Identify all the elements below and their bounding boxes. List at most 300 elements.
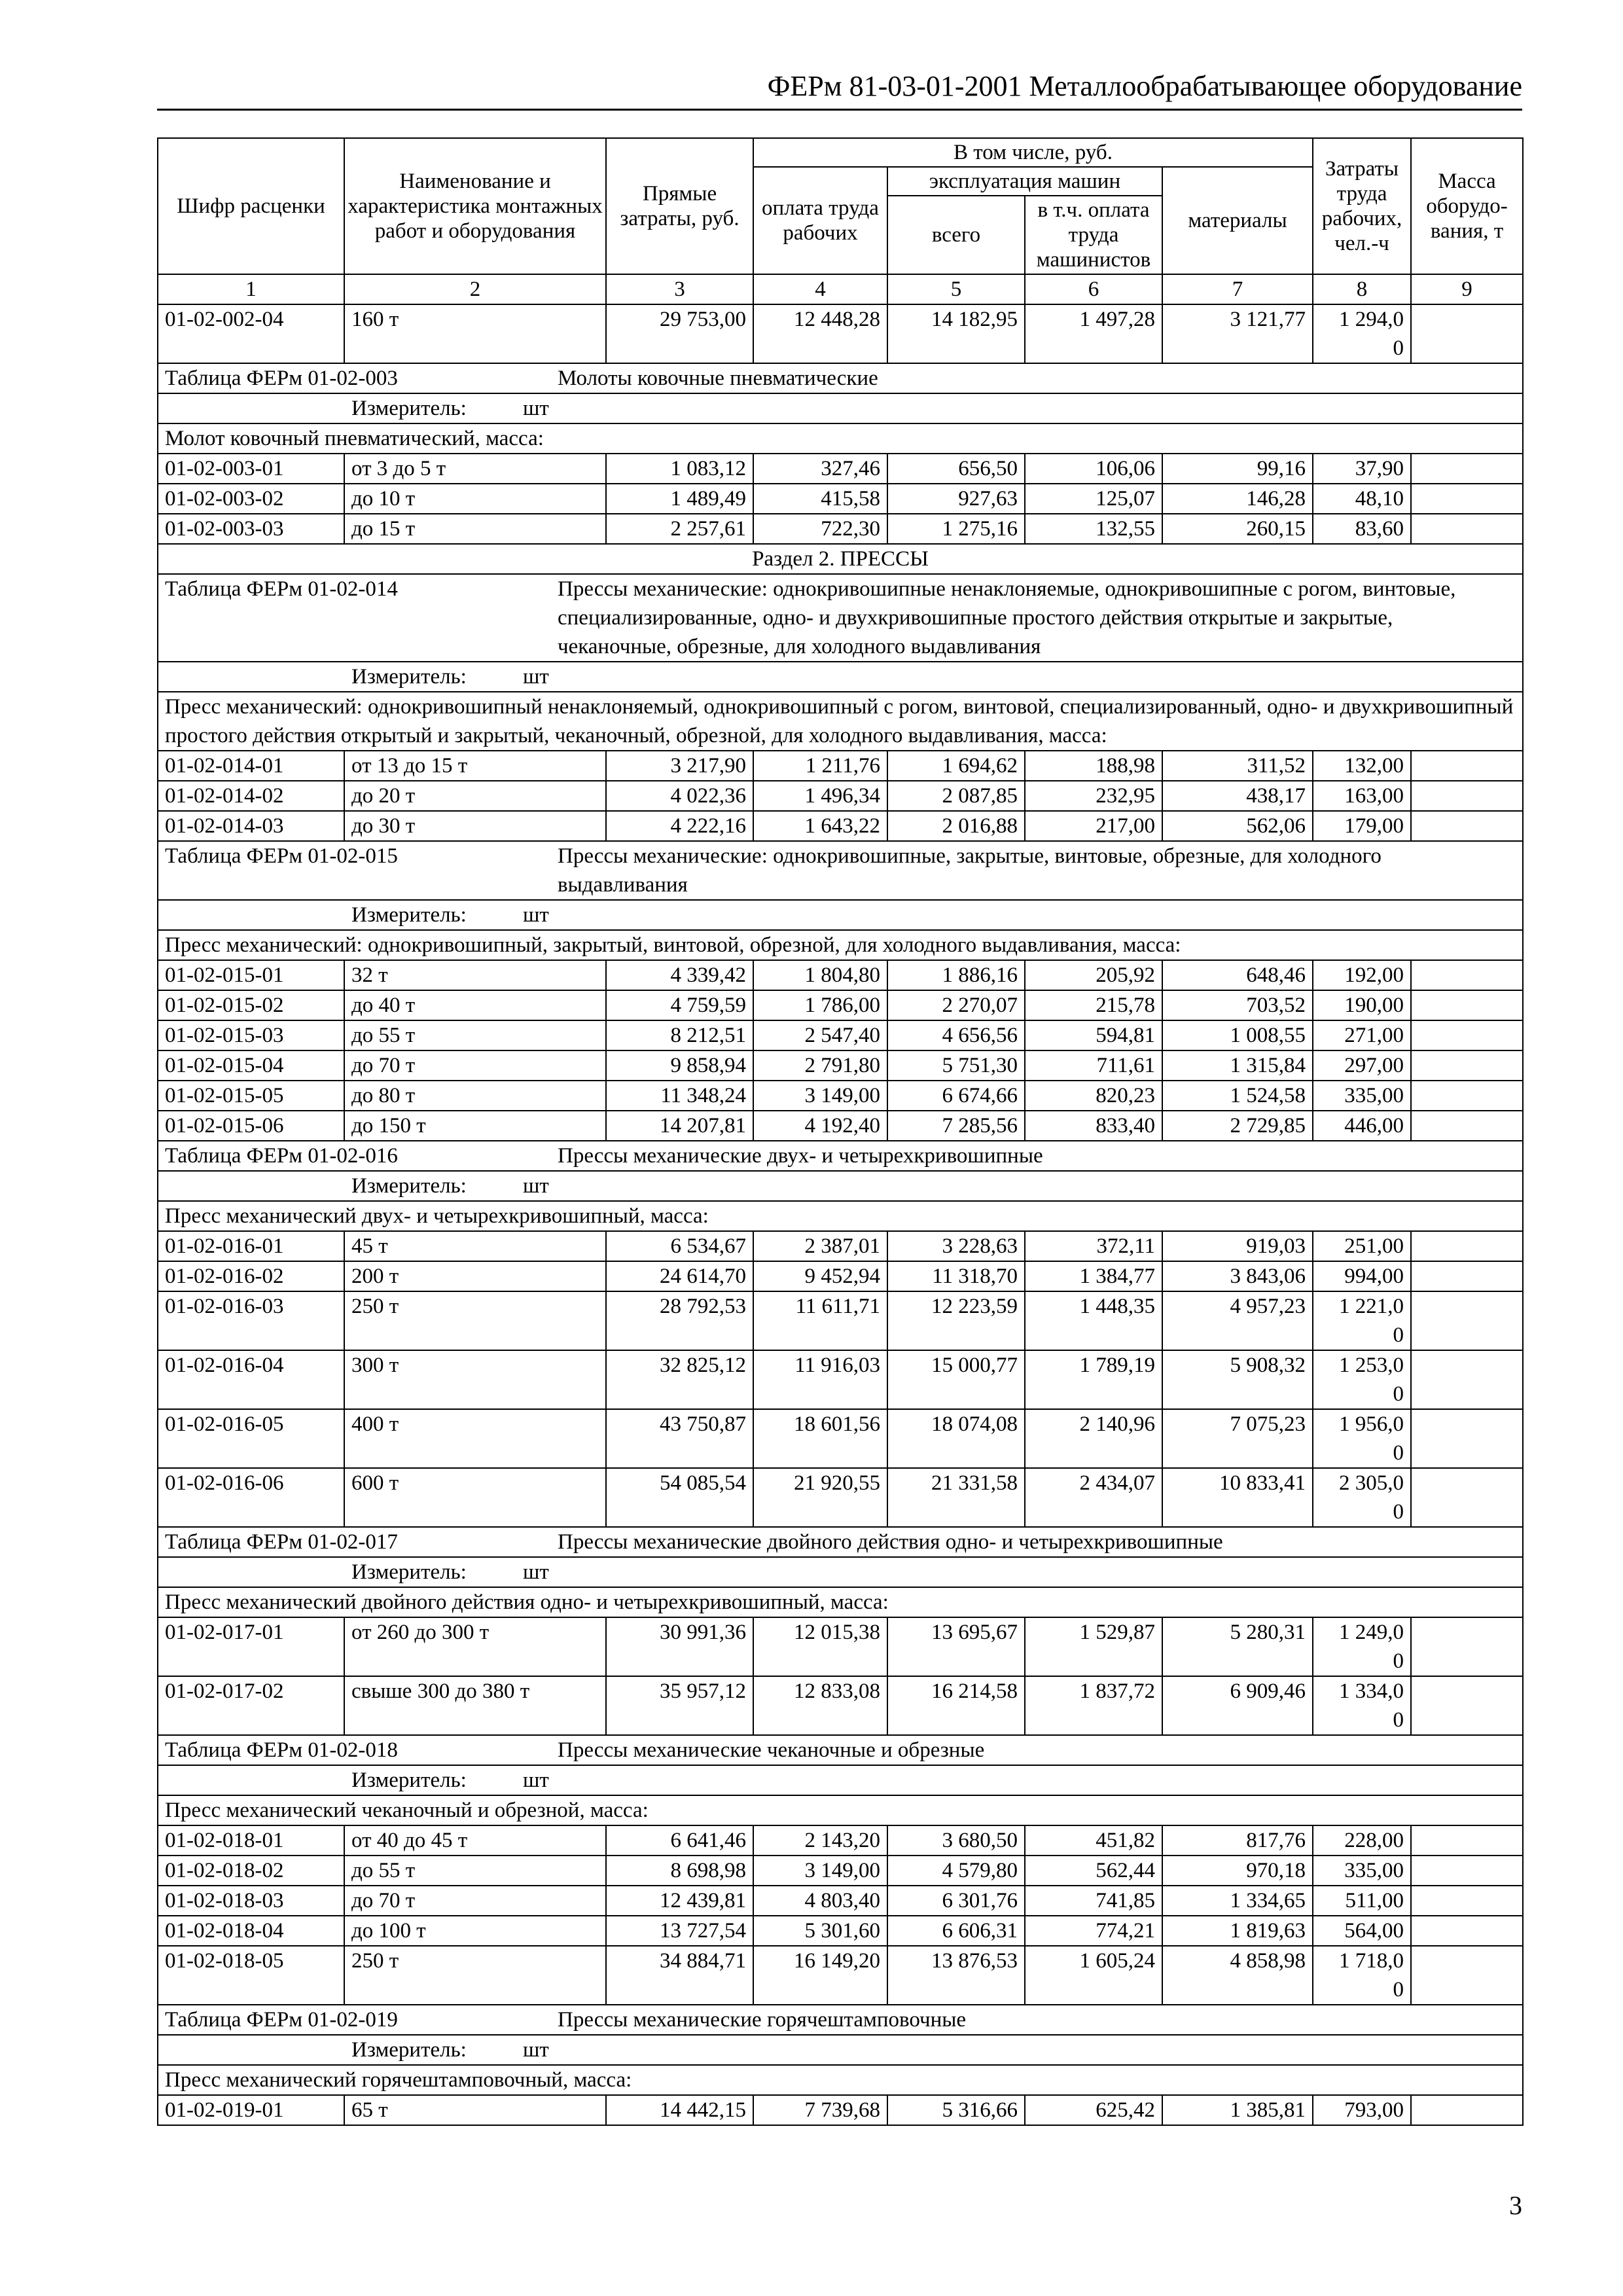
cell-mass [1411,514,1523,544]
cell-op-pay: 125,07 [1025,484,1162,514]
col-number: 7 [1162,274,1313,304]
meter-cell [158,1557,1523,1587]
cell-code: 01-02-016-06 [158,1468,344,1527]
cell-materials: 1 315,84 [1162,1050,1313,1081]
cell-materials: 1 819,63 [1162,1916,1313,1946]
meter-cell [158,900,1523,930]
cell-hours [1313,960,1411,990]
cell-labor: 327,46 [753,454,887,484]
cell-hours-main: 271,00 [1344,1024,1404,1047]
cell-hours-wrap: 0 [1393,1323,1404,1347]
cell-labor: 21 920,55 [753,1468,887,1527]
cell-op-pay: 217,00 [1025,811,1162,841]
header-title: ФЕРм 81-03-01-2001 Металлообрабатывающее оборудование [767,70,1522,102]
table-row [158,1231,1523,1261]
cell-name: 600 т [344,1468,606,1527]
cell-hours [1313,1946,1411,2005]
col-op-pay-header: в т.ч. оплата труда машинистов [1025,196,1162,274]
cell-total: 5 316,66 [887,2095,1025,2125]
cell-direct: 8 212,51 [606,1020,753,1050]
table-row [158,1261,1523,1291]
meter-cell [158,1171,1523,1201]
cell-hours [1313,1050,1411,1081]
cell-total: 927,63 [887,484,1025,514]
cell-code: 01-02-017-02 [158,1676,344,1735]
cell-hours [1313,1350,1411,1409]
cell-labor: 1 211,76 [753,751,887,781]
table-title-cell [158,1735,1523,1765]
cell-direct: 4 222,16 [606,811,753,841]
cell-name: до 55 т [344,1020,606,1050]
cell-hours [1313,1409,1411,1468]
cell-labor: 2 791,80 [753,1050,887,1081]
table-row [158,1468,1523,1527]
meter-unit: шт [523,397,549,420]
cell-labor: 7 739,68 [753,2095,887,2125]
cell-hours-wrap: 0 [1393,1649,1404,1673]
group-text: Пресс механический двух- и четырехкривошипный, масса: [158,1201,1523,1231]
cell-hours [1313,1111,1411,1141]
cell-hours-main: 48,10 [1355,487,1404,511]
group-row [158,1795,1523,1825]
cell-hours-main: 2 305,0 [1339,1471,1404,1495]
page-header [157,65,1522,111]
meter-cell [158,2035,1523,2065]
cell-code: 01-02-002-04 [158,304,344,363]
cell-direct: 3 217,90 [606,751,753,781]
cell-materials: 919,03 [1162,1231,1313,1261]
cell-labor: 9 452,94 [753,1261,887,1291]
cell-hours [1313,811,1411,841]
cell-hours-main: 564,00 [1344,1919,1404,1943]
cell-name: до 30 т [344,811,606,841]
cell-materials: 1 524,58 [1162,1081,1313,1111]
cell-mass [1411,960,1523,990]
cell-code: 01-02-015-04 [158,1050,344,1081]
cell-hours-main: 446,00 [1344,1114,1404,1138]
group-row [158,423,1523,454]
table-row [158,1825,1523,1856]
cell-labor: 1 643,22 [753,811,887,841]
cell-materials: 311,52 [1162,751,1313,781]
cell-materials: 10 833,41 [1162,1468,1313,1527]
cell-name: 250 т [344,1291,606,1350]
cell-total: 2 087,85 [887,781,1025,811]
cell-name: до 150 т [344,1111,606,1141]
cell-code: 01-02-015-06 [158,1111,344,1141]
meter-label: Измеритель: [351,665,467,689]
cell-direct: 35 957,12 [606,1676,753,1735]
cell-mass [1411,1050,1523,1081]
cell-mass [1411,1916,1523,1946]
cell-direct: 1 083,12 [606,454,753,484]
cell-hours-wrap: 0 [1393,1500,1404,1524]
cell-direct: 9 858,94 [606,1050,753,1081]
cell-materials: 4 957,23 [1162,1291,1313,1350]
cell-materials: 6 909,46 [1162,1676,1313,1735]
table-row [158,1350,1523,1409]
meter-cell [158,393,1523,423]
cell-hours-main: 335,00 [1344,1084,1404,1107]
cell-op-pay: 1 837,72 [1025,1676,1162,1735]
cell-op-pay: 594,81 [1025,1020,1162,1050]
cell-materials: 260,15 [1162,514,1313,544]
cell-hours [1313,304,1411,363]
cell-code: 01-02-003-01 [158,454,344,484]
cell-op-pay: 1 529,87 [1025,1617,1162,1676]
meter-row [158,1171,1523,1201]
table-title-cell [158,363,1523,393]
cell-hours [1313,454,1411,484]
cell-materials: 648,46 [1162,960,1313,990]
group-row [158,692,1523,751]
cell-op-pay: 2 140,96 [1025,1409,1162,1468]
table-title: Прессы механические двойного действия одно- и четырехкривошипные [558,1530,1223,1554]
cell-code: 01-02-016-03 [158,1291,344,1350]
table-row [158,1291,1523,1350]
cell-hours [1313,1916,1411,1946]
cell-hours-main: 1 956,0 [1339,1412,1404,1436]
cell-hours-wrap: 0 [1393,1382,1404,1406]
col-number: 5 [887,274,1025,304]
cell-labor: 2 387,01 [753,1231,887,1261]
section-title: Раздел 2. ПРЕССЫ [158,544,1523,574]
table-title: Прессы механические чеканочные и обрезные [558,1738,985,1762]
cell-direct: 2 257,61 [606,514,753,544]
cell-labor: 12 833,08 [753,1676,887,1735]
col-materials-header: материалы [1162,167,1313,274]
cell-mass [1411,1617,1523,1676]
cell-direct: 4 759,59 [606,990,753,1020]
table-title: Прессы механические горячештамповочные [558,2008,967,2032]
table-title: Прессы механические двух- и четырехкривошипные [558,1144,1043,1168]
cell-hours-main: 1 253,0 [1339,1354,1404,1377]
cell-op-pay: 833,40 [1025,1111,1162,1141]
cell-hours-main: 1 334,0 [1339,1679,1404,1703]
cell-mass [1411,1261,1523,1291]
cell-name: 400 т [344,1409,606,1468]
cell-op-pay: 215,78 [1025,990,1162,1020]
cell-code: 01-02-014-01 [158,751,344,781]
cell-hours [1313,1825,1411,1856]
meter-cell [158,1765,1523,1795]
table-row [158,990,1523,1020]
cell-mass [1411,1886,1523,1916]
cell-direct: 34 884,71 [606,1946,753,2005]
table-title-row [158,841,1523,900]
cell-name: 160 т [344,304,606,363]
cell-code: 01-02-018-04 [158,1916,344,1946]
cell-mass [1411,1468,1523,1527]
cell-materials: 1 334,65 [1162,1886,1313,1916]
cell-labor: 4 192,40 [753,1111,887,1141]
table-header [158,138,1523,304]
cell-code: 01-02-016-01 [158,1231,344,1261]
group-text: Пресс механический двойного действия одно- и четырехкривошипный, масса: [158,1587,1523,1617]
cell-materials: 5 908,32 [1162,1350,1313,1409]
cell-hours-main: 192,00 [1344,963,1404,987]
cell-labor: 12 448,28 [753,304,887,363]
meter-unit: шт [523,665,549,689]
cell-materials: 7 075,23 [1162,1409,1313,1468]
cell-name: 200 т [344,1261,606,1291]
table-row [158,304,1523,363]
section-row [158,544,1523,574]
cell-name: до 40 т [344,990,606,1020]
group-text: Пресс механический: однокривошипный, закрытый, винтовой, обрезной, для холодного выдавливания, масса: [158,930,1523,960]
meter-row [158,1557,1523,1587]
cell-code: 01-02-018-01 [158,1825,344,1856]
table-row [158,1020,1523,1050]
table-title-cell [158,574,1523,662]
cell-total: 4 579,80 [887,1856,1025,1886]
cell-hours-main: 1 294,0 [1339,308,1404,331]
cell-direct: 28 792,53 [606,1291,753,1350]
cell-code: 01-02-016-05 [158,1409,344,1468]
cell-code: 01-02-014-02 [158,781,344,811]
meter-unit: шт [523,1768,549,1792]
table-row [158,1886,1523,1916]
cell-mass [1411,1946,1523,2005]
cell-hours-main: 511,00 [1345,1889,1404,1912]
group-row [158,1587,1523,1617]
cell-op-pay: 625,42 [1025,2095,1162,2125]
cell-hours-wrap: 0 [1393,1708,1404,1732]
cell-hours-main: 1 249,0 [1339,1621,1404,1644]
cell-total: 1 275,16 [887,514,1025,544]
cell-mass [1411,2095,1523,2125]
cell-labor: 722,30 [753,514,887,544]
cell-labor: 11 611,71 [753,1291,887,1350]
table-title-row [158,363,1523,393]
col-number: 1 [158,274,344,304]
cell-name: 32 т [344,960,606,990]
cell-hours-wrap: 0 [1393,336,1404,360]
cell-labor: 5 301,60 [753,1916,887,1946]
col-number: 4 [753,274,887,304]
cell-op-pay: 1 448,35 [1025,1291,1162,1350]
cell-name: до 15 т [344,514,606,544]
col-number: 9 [1411,274,1523,304]
cell-op-pay: 132,55 [1025,514,1162,544]
cell-op-pay: 205,92 [1025,960,1162,990]
cell-direct: 13 727,54 [606,1916,753,1946]
cell-name: 45 т [344,1231,606,1261]
cell-labor: 1 804,80 [753,960,887,990]
col-mass-header: Масса оборудо-вания, т [1411,138,1523,274]
cell-name: от 260 до 300 т [344,1617,606,1676]
cell-labor: 1 496,34 [753,781,887,811]
cell-materials: 3 121,77 [1162,304,1313,363]
cell-hours [1313,1468,1411,1527]
cell-total: 5 751,30 [887,1050,1025,1081]
cell-direct: 4 022,36 [606,781,753,811]
cell-mass [1411,1350,1523,1409]
meter-cell [158,662,1523,692]
group-row [158,930,1523,960]
cell-name: до 80 т [344,1081,606,1111]
cell-hours [1313,1676,1411,1735]
col-direct-header: Прямые затраты, руб. [606,138,753,274]
meter-label: Измеритель: [351,397,467,420]
cell-hours [1313,1291,1411,1350]
col-total-header: всего [887,196,1025,274]
cell-hours [1313,990,1411,1020]
cell-code: 01-02-015-05 [158,1081,344,1111]
table-row [158,811,1523,841]
cell-hours-main: 163,00 [1344,784,1404,808]
meter-label: Измеритель: [351,1768,467,1792]
cell-code: 01-02-016-04 [158,1350,344,1409]
meter-label: Измеритель: [351,1560,467,1584]
table-row [158,1916,1523,1946]
cell-op-pay: 820,23 [1025,1081,1162,1111]
cell-materials: 146,28 [1162,484,1313,514]
cell-labor: 415,58 [753,484,887,514]
cell-op-pay: 188,98 [1025,751,1162,781]
table-row [158,484,1523,514]
cell-hours-main: 37,90 [1355,457,1404,480]
cell-materials: 5 280,31 [1162,1617,1313,1676]
table-title-row [158,1141,1523,1171]
meter-label: Измеритель: [351,903,467,927]
cell-mass [1411,1020,1523,1050]
cell-mass [1411,484,1523,514]
cell-mass [1411,1231,1523,1261]
cell-hours [1313,1231,1411,1261]
cell-op-pay: 451,82 [1025,1825,1162,1856]
cell-direct: 1 489,49 [606,484,753,514]
table-row [158,960,1523,990]
cell-hours-main: 132,00 [1344,754,1404,778]
table-title: Молоты ковочные пневматические [558,367,878,390]
cell-materials: 99,16 [1162,454,1313,484]
meter-row [158,2035,1523,2065]
meter-unit: шт [523,903,549,927]
cell-op-pay: 562,44 [1025,1856,1162,1886]
cell-total: 3 228,63 [887,1231,1025,1261]
meter-unit: шт [523,2038,549,2062]
cell-name: от 13 до 15 т [344,751,606,781]
table-row [158,751,1523,781]
cell-name: до 100 т [344,1916,606,1946]
cell-direct: 54 085,54 [606,1468,753,1527]
cell-op-pay: 711,61 [1025,1050,1162,1081]
cell-hours-main: 1 718,0 [1339,1949,1404,1973]
table-body [158,304,1523,2125]
cell-materials: 1 008,55 [1162,1020,1313,1050]
meter-row [158,900,1523,930]
meter-row [158,393,1523,423]
meter-unit: шт [523,1174,549,1198]
cell-op-pay: 1 384,77 [1025,1261,1162,1291]
cell-hours-main: 251,00 [1344,1234,1404,1258]
meter-row [158,662,1523,692]
cell-direct: 32 825,12 [606,1350,753,1409]
col-number: 8 [1313,274,1411,304]
table-row [158,1081,1523,1111]
cell-hours [1313,2095,1411,2125]
cell-mass [1411,1825,1523,1856]
cell-name: до 70 т [344,1050,606,1081]
cell-mass [1411,1676,1523,1735]
group-row [158,1201,1523,1231]
col-number: 3 [606,274,753,304]
table-label: Таблица ФЕРм 01-02-017 [165,1530,398,1554]
col-code-header: Шифр расценки [158,138,344,274]
cell-code: 01-02-015-01 [158,960,344,990]
col-number: 6 [1025,274,1162,304]
cell-mass [1411,1291,1523,1350]
cell-total: 6 674,66 [887,1081,1025,1111]
cell-materials: 562,06 [1162,811,1313,841]
cell-op-pay: 1 789,19 [1025,1350,1162,1409]
page-number: 3 [1509,2191,1522,2220]
cell-mass [1411,990,1523,1020]
cell-total: 21 331,58 [887,1468,1025,1527]
table-title-row [158,1527,1523,1557]
cell-labor: 3 149,00 [753,1081,887,1111]
cell-direct: 24 614,70 [606,1261,753,1291]
cell-labor: 16 149,20 [753,1946,887,2005]
cell-hours-wrap: 0 [1393,1978,1404,2001]
cell-hours [1313,1617,1411,1676]
cell-total: 15 000,77 [887,1350,1025,1409]
table-label: Таблица ФЕРм 01-02-014 [165,577,398,601]
cell-mass [1411,781,1523,811]
cell-code: 01-02-015-03 [158,1020,344,1050]
cell-total: 4 656,56 [887,1020,1025,1050]
table-title-row [158,2005,1523,2035]
cell-labor: 2 143,20 [753,1825,887,1856]
cell-mass [1411,1856,1523,1886]
table-row [158,1111,1523,1141]
group-text: Пресс механический горячештамповочный, масса: [158,2065,1523,2095]
cell-materials: 817,76 [1162,1825,1313,1856]
table-title-cell [158,1141,1523,1171]
cell-labor: 11 916,03 [753,1350,887,1409]
cell-total: 2 016,88 [887,811,1025,841]
cell-name: от 3 до 5 т [344,454,606,484]
cell-op-pay: 1 605,24 [1025,1946,1162,2005]
cell-direct: 43 750,87 [606,1409,753,1468]
cell-direct: 14 442,15 [606,2095,753,2125]
cell-code: 01-02-015-02 [158,990,344,1020]
cell-name: от 40 до 45 т [344,1825,606,1856]
cell-hours-main: 228,00 [1344,1829,1404,1852]
group-text: Пресс механический чеканочный и обрезной, масса: [158,1795,1523,1825]
table-row [158,1676,1523,1735]
table-title: Прессы механические: однокривошипные, закрытые, винтовые, обрезные, для холодного выдавливания [558,844,1382,897]
table-label: Таблица ФЕРм 01-02-019 [165,2008,398,2032]
table-row [158,1856,1523,1886]
cell-total: 16 214,58 [887,1676,1025,1735]
cell-hours-main: 297,00 [1344,1054,1404,1077]
cell-name: 300 т [344,1350,606,1409]
cell-hours-main: 83,60 [1355,517,1404,541]
cell-materials: 3 843,06 [1162,1261,1313,1291]
table-label: Таблица ФЕРм 01-02-015 [165,844,398,868]
cell-code: 01-02-003-02 [158,484,344,514]
cell-hours [1313,1856,1411,1886]
cell-labor: 12 015,38 [753,1617,887,1676]
group-text: Молот ковочный пневматический, масса: [158,423,1523,454]
cell-hours [1313,1020,1411,1050]
table-row [158,781,1523,811]
cell-total: 656,50 [887,454,1025,484]
cell-mass [1411,304,1523,363]
cell-total: 6 301,76 [887,1886,1025,1916]
